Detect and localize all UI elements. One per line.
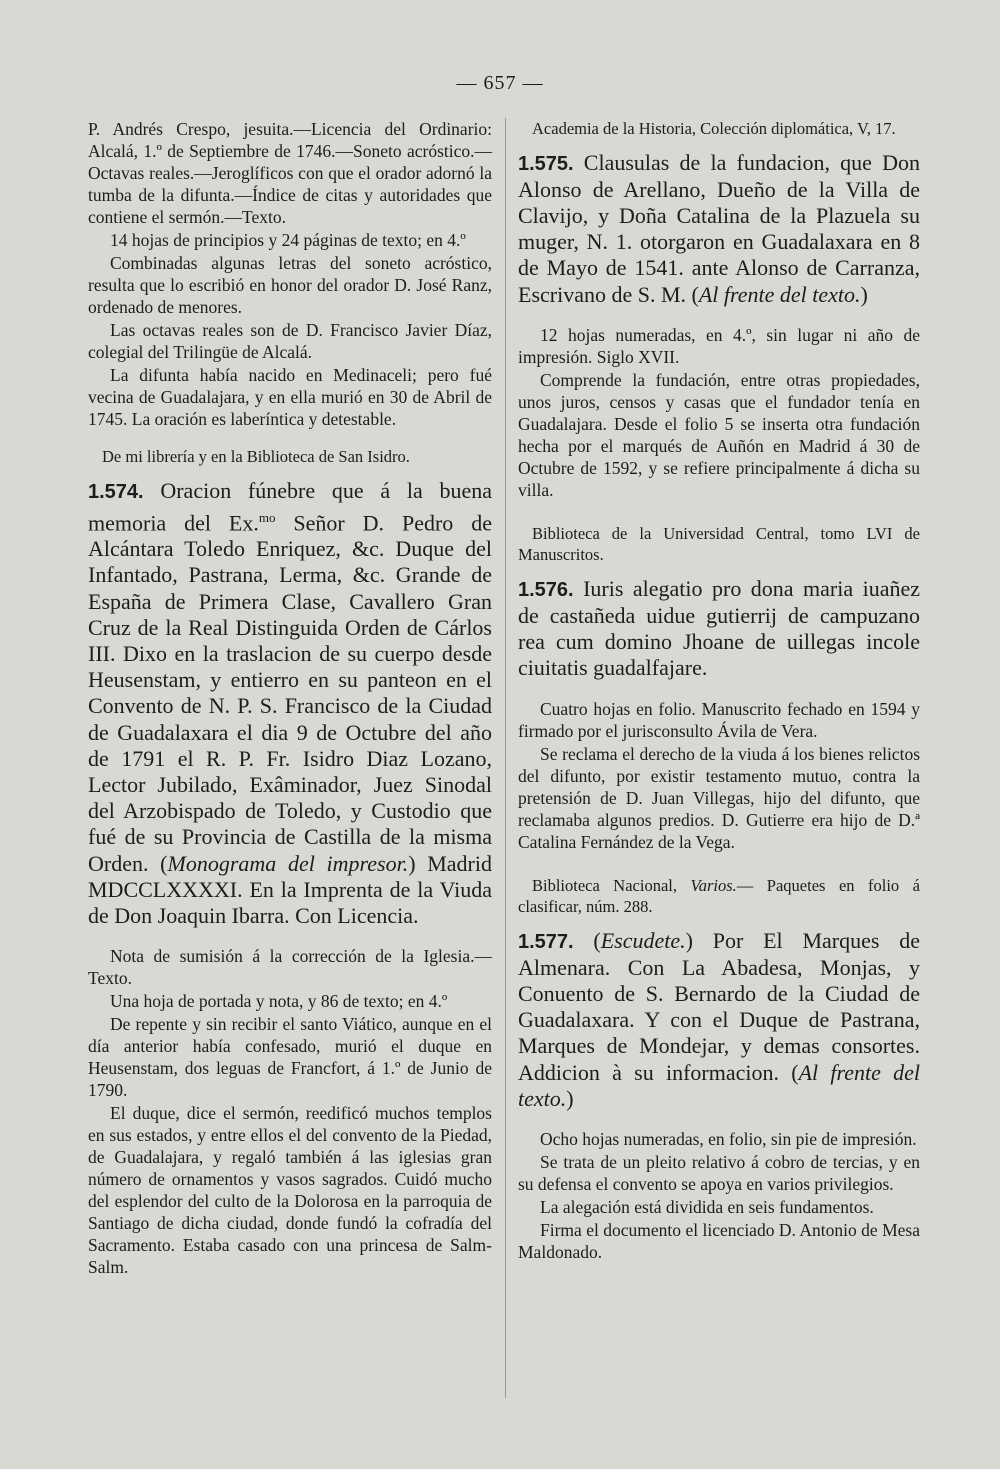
location-note: Biblioteca de la Universidad Central, tomo LVI de Manuscritos. bbox=[518, 523, 920, 565]
entry-title: ) Por El Marques de Almenara. Con La Abadesa, Monjas, y Conuento de S. Bernardo de la Ciudad de Guadalaxara. Y con el Duque de Pastrana, Marques de Mondejar, y demas consortes. Addicion à su informacion. ( bbox=[518, 927, 920, 1085]
entry-title-open: ( bbox=[593, 927, 601, 953]
entry-title-end: ) bbox=[566, 1085, 574, 1111]
entry-title-italic: Monograma del impresor. bbox=[167, 850, 409, 876]
note-paragraph: Comprende la fundación, entre otras propiedades, unos juros, censos y casas que el fundador tenía en Guadalajara. Desde el folio 5 se inserta otra fundación hecha por el marqués de Auñón en Madrid á 30 de Octubre de 1592, y se refiere principalmente á dicha su villa. bbox=[518, 369, 920, 500]
physical-description: Cuatro hojas en folio. Manuscrito fechado en 1594 y firmado por el jurisconsulto Ávila de Vera. bbox=[518, 698, 920, 741]
location-note: Academia de la Historia, Colección diplomática, V, 17. bbox=[532, 119, 896, 138]
location-text-cont: — Paquetes en folio á clasificar, núm. 288. bbox=[518, 875, 920, 917]
page-number: — 657 — bbox=[456, 72, 544, 94]
entry-number: 1.576. bbox=[518, 578, 574, 601]
note-paragraph: La difunta había nacido en Medinaceli; pero fué vecina de Guadalajara, y en ella murió en 30 de Abril de 1745. La oración es laberíntica y detestable. bbox=[88, 365, 492, 429]
physical-description: Nota de sumisión á la corrección de la Iglesia.—Texto. bbox=[88, 946, 492, 989]
column-divider bbox=[505, 118, 506, 1398]
entry-number: 1.574. bbox=[88, 480, 144, 503]
left-column bbox=[88, 118, 492, 1278]
entry-title: Iuris alegatio pro dona maria iuañez de castañeda uidue gutierrij de campuzano rea cum domino Jhoane de uillegas incole ciuitatis guadalfajare. bbox=[518, 575, 920, 681]
entry-number: 1.577. bbox=[518, 930, 574, 953]
note-paragraph: El duque, dice el sermón, reedificó muchos templos en sus estados, y entre ellos el del convento de la Piedad, de Guadalajara, y regaló también á las iglesias gran número de ornamentos y vasos sagrados. Cuidó mucho del esplendor del culto de la Dolorosa en la parroquia de Santiago de dicha ciudad, donde fundó la cofradía del Sacramento. Estaba casado con una princesa de Salm-Salm. bbox=[88, 1103, 492, 1278]
entry-number: 1.575. bbox=[518, 152, 574, 175]
location-note bbox=[518, 875, 920, 918]
physical-description: Una hoja de portada y nota, y 86 de texto; en 4.º bbox=[110, 991, 448, 1012]
note-paragraph: Firma el documento el licenciado D. Antonio de Mesa Maldonado. bbox=[518, 1219, 920, 1262]
physical-description: 12 hojas numeradas, en 4.º, sin lugar ni año de impresión. Siglo XVII. bbox=[518, 324, 920, 367]
physical-description: 14 hojas de principios y 24 páginas de texto; en 4.º bbox=[110, 230, 466, 250]
entry-1577 bbox=[518, 928, 920, 1112]
location-text: Biblioteca Nacional, bbox=[532, 875, 691, 895]
entry-title: Oracion fúnebre que á la buena memoria del Ex. bbox=[88, 477, 492, 536]
note-paragraph: Se reclama el derecho de la viuda á los bienes relictos del difunto, por existir testamento mutuo, contra la pretensión de D. Juan Villegas, hijo del difunto, que reclamaba algunos predios. D. Gutierre era hijo de D.ª Catalina Fernández de la Vega. bbox=[518, 743, 920, 852]
location-italic: Varios. bbox=[690, 875, 737, 895]
entry-title-italic: Al frente del texto. bbox=[518, 1059, 920, 1111]
note-paragraph: Se trata de un pleito relativo á cobro de tercias, y en su defensa el convento se apoya en varios privilegios. bbox=[518, 1151, 920, 1194]
continued-entry-text: P. Andrés Crespo, jesuita.—Licencia del Ordinario: Alcalá, 1.º de Septiembre de 1746.—Soneto acróstico.—Octavas reales.—Jeroglíficos con que el orador adornó la tumba de la difunta.—Índice de citas y autoridades que contiene el sermón.—Texto. bbox=[88, 119, 492, 227]
entry-1576 bbox=[518, 576, 920, 682]
note-paragraph: La alegación está dividida en seis fundamentos. bbox=[540, 1196, 874, 1217]
entry-title-end: ) Madrid MDCCLXXXXI. En la Imprenta de la Viuda de Don Joaquin Ibarra. Con Licencia. bbox=[88, 850, 492, 929]
physical-description: Ocho hojas numeradas, en folio, sin pie de impresión. bbox=[540, 1128, 917, 1149]
entry-title-italic: Escudete. bbox=[600, 927, 686, 953]
superscript: mo bbox=[258, 509, 276, 525]
note-paragraph: Combinadas algunas letras del soneto acróstico, resulta que lo escribió en honor del orador D. José Ranz, ordenado de menores. bbox=[88, 253, 492, 317]
entry-title-italic: Al frente del texto. bbox=[698, 281, 861, 307]
entry-title-end: ) bbox=[860, 281, 868, 307]
location-note: De mi librería y en la Biblioteca de San Isidro. bbox=[102, 447, 410, 466]
entry-1575 bbox=[518, 150, 920, 308]
entry-1574 bbox=[88, 478, 492, 930]
entry-title-cont: Señor D. Pedro de Alcántara Toledo Enriquez, &c. Duque del Infantado, Pastrana, Lerma, &c. Grande de España de Primera Clase, Cavallero Gran Cruz de la Real Distinguida Orden de Cárlos III. Dixo en la traslacion de su cuerpo desde Heusenstam, y entierro en su panteon en el Convento de N. P. S. Francisco de la Ciudad de Guadalaxara el dia 9 de Octubre del año de 1791 el R. P. Fr. Isidro Diaz Lozano, Lector Jubilado, Exâminador, Juez Sinodal del Arzobispado de Toledo, y Custodio que fué de su Provincia de Castilla de la misma Orden. ( bbox=[88, 510, 492, 876]
entry-title: Clausulas de la fundacion, que Don Alonso de Arellano, Dueño de la Villa de Clavijo, y Doña Catalina de la Plazuela su muger, N. 1. otorgaron en Guadalaxara en 8 de Mayo de 1541. ante Alonso de Carranza, Escrivano de S. M. ( bbox=[518, 149, 921, 307]
note-paragraph: De repente y sin recibir el santo Viático, aunque en el día anterior había confesado, murió el duque en Heusenstam, dos leguas de Francfort, á 1.º de Junio de 1790. bbox=[88, 1014, 492, 1101]
note-paragraph: Las octavas reales son de D. Francisco Javier Díaz, colegial del Trilingüe de Alcalá. bbox=[88, 320, 492, 362]
right-column bbox=[518, 118, 920, 1263]
